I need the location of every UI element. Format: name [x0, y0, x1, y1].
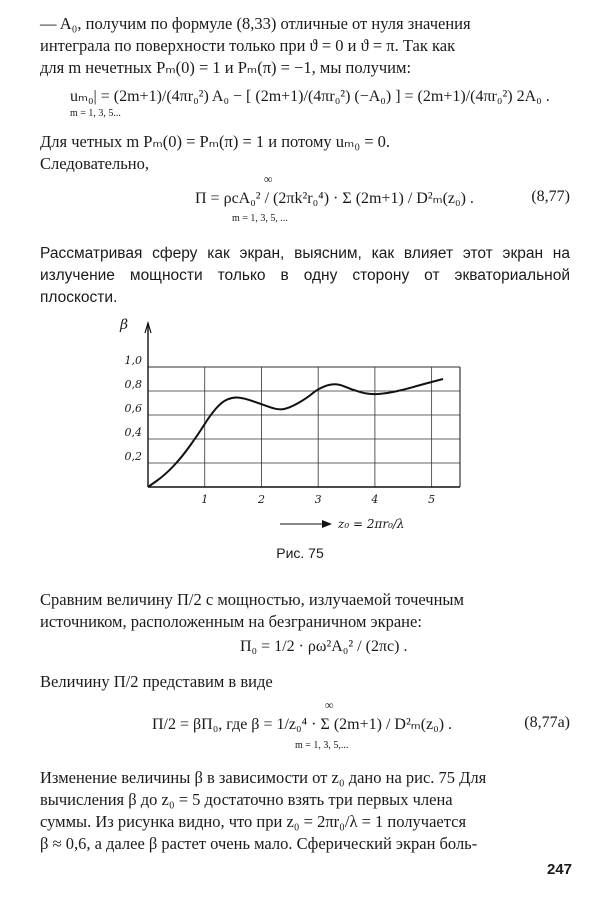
chart-grid — [148, 367, 460, 487]
x-label-arrow-head — [322, 520, 332, 528]
formula-u-m0: uₘ₀| = (2m+1)/(4πr₀²) A₀ − [ (2m+1)/(4πr₀²) (−A₀) ] = (2m+1)/(4πr₀²) 2A₀ . — [70, 88, 550, 105]
text-line: β ≈ 0,6, а далее β растет очень мало. Сферический экран боль- — [40, 834, 478, 853]
formula-sum-upper-limit: ∞ — [264, 172, 273, 186]
paragraph: Рассматривая сферу как экран, выясним, как влияет этот экран на излучение мощности только в одну сторону от экваториальной плоскости. — [40, 245, 570, 306]
text-line: Для четных m Pₘ(0) = Pₘ(π) = 1 и потому uₘ₀ = 0. — [40, 132, 391, 151]
chart-axes — [145, 323, 460, 487]
x-tick-label: 4 — [371, 493, 379, 506]
formula-power-subscript: m = 1, 3, 5, ... — [232, 213, 288, 224]
chart-series — [148, 379, 443, 487]
y-tick-label: 0,2 — [124, 450, 142, 463]
text-line: Сравним величину Π/2 с мощностью, излучаемой точечным — [40, 590, 464, 609]
text-line: источником, расположенным на безграничном экране: — [40, 612, 422, 631]
x-tick-label: 2 — [257, 493, 265, 506]
formula-beta: Π/2 = βΠ₀, где β = 1/z₀⁴ · Σ (2m+1) / D²ₘ(z₀) . — [152, 716, 453, 733]
text-line: Следовательно, — [40, 154, 149, 173]
series-line-beta — [148, 379, 443, 487]
y-tick-label: 0,4 — [124, 426, 142, 439]
text-line: вычисления β до z₀ = 5 достаточно взять три первых члена — [40, 790, 453, 809]
formula-u-m0-subscript: m = 1, 3, 5... — [70, 108, 121, 119]
text-line: для m нечетных Pₘ(0) = 1 и Pₘ(π) = −1, мы получим: — [40, 58, 412, 77]
x-tick-label: 1 — [201, 493, 209, 506]
y-tick-label: 0,8 — [124, 378, 142, 391]
chart-ticks — [125, 354, 436, 506]
x-axis-label: z₀ = 2πr₀/λ — [338, 517, 405, 531]
formula-sum-upper-limit: ∞ — [325, 698, 334, 712]
equation-number: (8,77) — [531, 188, 570, 205]
text-line: Изменение величины β в зависимости от z₀ дано на рис. 75 Для — [40, 768, 487, 787]
y-axis-label: β — [120, 317, 129, 333]
x-tick-label: 5 — [428, 493, 436, 506]
y-tick-label: 0,6 — [124, 402, 142, 415]
equation-number: (8,77а) — [524, 714, 570, 731]
text-line: интеграла по поверхности только при ϑ = 0 и ϑ = π. Так как — [40, 36, 456, 55]
text-line: Величину Π/2 представим в виде — [40, 672, 273, 691]
text-line: — A₀, получим по формуле (8,33) отличные от нуля значения — [40, 14, 471, 33]
formula-beta-subscript: m = 1, 3, 5,... — [295, 740, 349, 751]
figure-caption: Рис. 75 — [276, 545, 324, 561]
x-tick-label: 3 — [314, 493, 322, 506]
y-tick-label: 1,0 — [124, 354, 142, 367]
figure-75-chart — [90, 305, 490, 545]
formula-pi0: Π₀ = 1/2 · ρω²A₀² / (2πc) . — [240, 638, 408, 655]
text-line: суммы. Из рисунка видно, что при z₀ = 2πr₀/λ = 1 получается — [40, 812, 467, 831]
page-number: 247 — [546, 861, 572, 878]
formula-power: Π = ρcA₀² / (2πk²r₀⁴) · Σ (2m+1) / D²ₘ(z₀) . — [195, 190, 474, 207]
